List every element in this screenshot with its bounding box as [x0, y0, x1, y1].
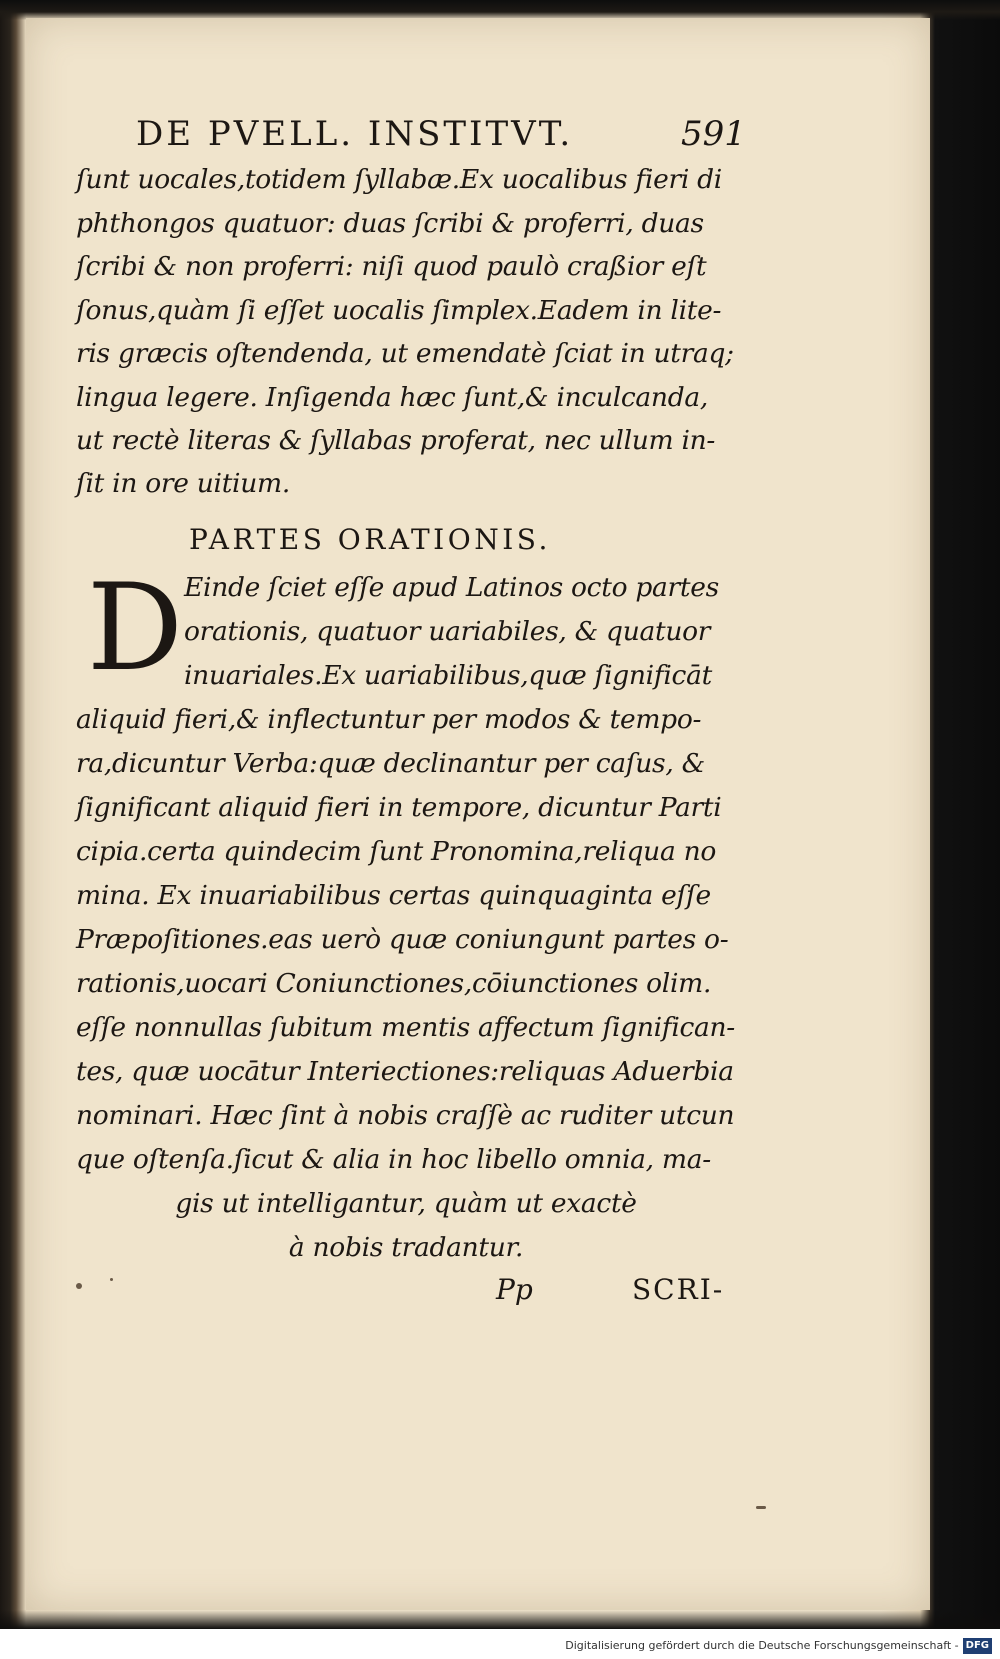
text-line: eſſe nonnullas ſubitum mentis affectum ſignifican- — [76, 1012, 735, 1043]
dfg-logo: DFG — [963, 1638, 992, 1654]
text-line: gis ut intelligantur, quàm ut exactè — [175, 1188, 637, 1219]
text-line: orationis, quatuor uariabiles, & quatuor — [184, 616, 711, 647]
text-line: nominari. Hæc ſint à nobis craſſè ac ruditer utcun — [76, 1100, 735, 1131]
text-line: ſunt uocales,totidem ſyllabæ.Ex uocalibus fieri di — [76, 164, 722, 195]
text-line: Einde ſciet eſſe apud Latinos octo partes — [184, 572, 719, 603]
signature-mark: Pp — [496, 1273, 533, 1306]
paper-speck — [110, 1278, 113, 1281]
text-line: inuariales.Ex uariabilibus,quæ ſignificāt — [184, 660, 712, 691]
catchword: SCRI- — [632, 1273, 725, 1306]
text-line: tes, quæ uocātur Interiectiones:reliquas Aduerbia — [76, 1056, 734, 1087]
decorated-initial: D — [86, 559, 184, 698]
text-line: à nobis tradantur. — [288, 1232, 524, 1263]
text-line: Præpoſitiones.eas uerò quæ coniungunt partes o- — [76, 924, 729, 955]
text-line: ra,dicuntur Verba:quæ declinantur per caſus, & — [76, 748, 705, 779]
text-line: aliquid fieri,& inflectuntur per modos & tempo- — [76, 704, 702, 735]
page-number: 591 — [681, 114, 746, 154]
text-line: ſignificant aliquid fieri in tempore, dicuntur Parti — [76, 792, 722, 823]
text-line: ſcribi & non proferri: niſi quod paulò craßior eſt — [76, 251, 707, 282]
text-line: ris græcis oſtendenda, ut emendatè ſciat in utraq; — [76, 338, 734, 369]
text-line: cipia.certa quindecim ſunt Pronomina,reliqua no — [76, 836, 716, 867]
running-title: DE PVELL. INSTITVT. — [136, 114, 574, 154]
paper-speck — [756, 1506, 766, 1509]
scan-bottom-edge — [0, 1610, 1000, 1629]
text-line: ſonus,quàm ſi eſſet uocalis ſimplex.Eadem in lite- — [76, 295, 722, 326]
digitization-credit — [565, 1636, 992, 1656]
paper-speck — [76, 1283, 82, 1289]
text-line: lingua legere. Inſigenda hæc ſunt,& inculcanda, — [76, 382, 708, 413]
text-line: que oſtenſa.ſicut & alia in hoc libello omnia, ma- — [76, 1144, 711, 1175]
text-line: rationis,uocari Coniunctiones,cōiunctiones olim. — [76, 968, 712, 999]
credit-text: Digitalisierung gefördert durch die Deutsche Forschungsgemeinschaft - — [565, 1639, 959, 1652]
scan-top-edge — [0, 0, 1000, 20]
book-page — [26, 18, 930, 1610]
section-heading: PARTES ORATIONIS. — [189, 523, 551, 556]
running-head — [136, 110, 746, 158]
text-line: ſit in ore uitium. — [76, 468, 290, 499]
text-line: mina. Ex inuariabilibus certas quinquaginta eſſe — [76, 880, 711, 911]
text-line: phthongos quatuor: duas ſcribi & proferri, duas — [76, 208, 704, 239]
text-line: ut rectè literas & ſyllabas proferat, nec ullum in- — [76, 425, 716, 456]
